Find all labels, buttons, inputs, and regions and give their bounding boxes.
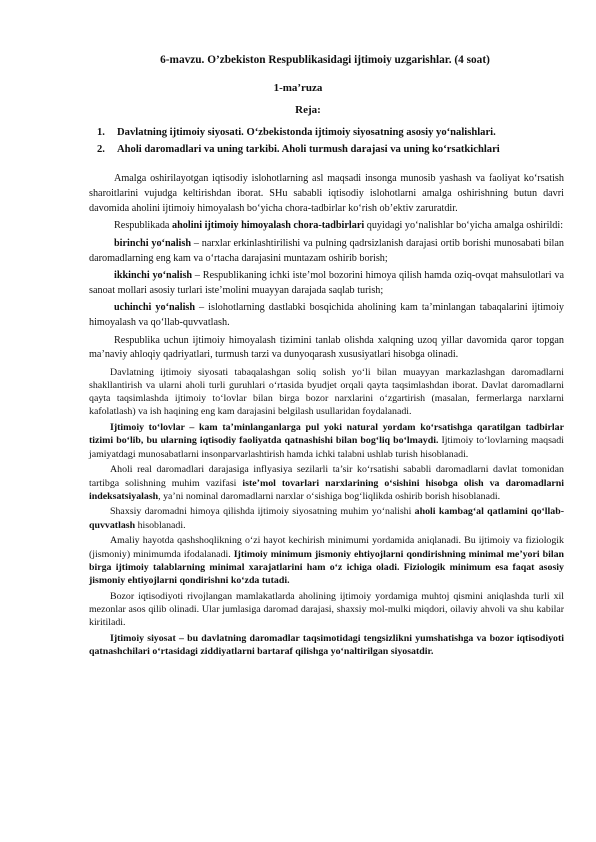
paragraph: Davlatning ijtimoiy siyosati tabaqalashgan soliq solish yo‘li bilan muayyan markazlashgan daromadlarni shakllantirish va ularni aholi turli guruhlari o‘rtasida byudjet orqali qayta taqsimlashdan iborat. Davlat daromadlarni qayta taqsimlashda ijtimoiy to‘lovlar bilan birga bozor narxlarini o‘zgartirish (masalan, fermerlarga narxlarni kafolatlash) va ish haqining eng kam darajasini belgilash usullaridan foydalanadi.	[89, 366, 564, 418]
paragraph	[89, 505, 564, 531]
paragraph	[89, 463, 564, 503]
text-run: – islohotlarning dastlabki bosqichida aholining kam ta’minlangan tabaqalarini ijtimoiy himoyalash va qo‘llab-quvvatlash.	[89, 302, 564, 329]
paragraph: Ijtimoiy siyosat – bu davlatning daromadlar taqsimotidagi tengsizlikni yumshatishga va bozor iqtisodiyoti qatnashchilari o‘rtasidagi ziddiyatlarni bartaraf qilishga yo‘naltirilgan siyosatdir.	[89, 632, 564, 657]
plan-item-text: Aholi daromadlari va uning tarkibi. Aholi turmush darajasi va uning ko‘rsatkichlari	[117, 144, 500, 155]
paragraph: Respublika uchun ijtimoiy himoyalash tizimini tanlab olishda xalqning uzoq yillar davomida qaror topgan ma’naviy ahloqiy qadriyatlari, turmush tarzi va dunyoqarash xususiyatlari hisobga olinadi.	[89, 334, 564, 361]
plan-item-text: Davlatning ijtimoiy siyosati. O‘zbekistonda ijtimoiy siyosatning asosiy yo‘nalishlari.	[117, 127, 496, 138]
text-run: quyidagi yo‘nalishlar bo‘yicha amalga oshirildi:	[364, 220, 564, 232]
text-run: Aholi real daromadlari darajasiga inflyasiya sezilarli ta’sir ko‘rsatishi sababli daromadlarni davlat tomonidan tartibga solishning muhim vazifasi	[89, 464, 564, 489]
bold-text: aholi kambag‘al qatlamini qo‘llab-quvvatlash	[89, 506, 564, 531]
paragraph	[89, 237, 564, 267]
paragraph: Bozor iqtisodiyoti rivojlangan mamlakatlarda aholining ijtimoiy yordamiga muhtoj qismini aniqlashda turli xil mezonlar asos qilib olinadi. Ular jumlasiga daromad darajasi, shaxsiy mol-mulki miqdori, oilaviy ahvoli va shu kabilar kiritiladi.	[89, 590, 564, 629]
paragraph	[89, 421, 564, 461]
plan-item-number: 2.	[97, 144, 105, 155]
bold-text: ikkinchi yo‘nalish	[114, 269, 193, 281]
text-run: Respublikada	[114, 220, 173, 232]
text-run: hisoblanadi.	[135, 519, 186, 531]
text-run: – narxlar erkinlashtirilishi va pulning qadrsizlanish darajasi ortib borishi munosabati bilan daromadlarning eng kam va o‘rtacha darajasini muntazam oshirib borish;	[89, 237, 564, 264]
page-title: 6-mavzu. O’zbekiston Respublikasidagi ijtimoiy uzgarishlar. (4 soat)	[160, 54, 490, 66]
text-run: – Respublikaning ichki iste’mol bozorini himoya qilish hamda oziq-ovqat mahsulotlari va sanoat mollari asosiy turlari iste’molini muayyan darajada saqlab turish;	[89, 269, 565, 296]
bold-text: iste’mol tovarlari narxlarining o‘sishini hisobga olish va daromadlarni indeksatsiyalash	[89, 477, 565, 502]
bold-text: birinchi yo‘nalish	[114, 237, 192, 249]
text-run: Amaliy hayotda qashshoqlikning o‘zi hayot kechirish minimumi yordamida aniqlanadi. Bu ijtimoiy va fiziologik (jismoniy) minimumda ifodalanadi.	[89, 535, 564, 560]
bold-text: aholini ijtimoiy himoyalash chora-tadbirlari	[172, 220, 365, 232]
plan-item	[97, 141, 500, 158]
paragraph: Amalga oshirilayotgan iqtisodiy islohotlarning asl maqsadi insonga munosib yashash va faoliyat ko‘rsatish sharoitlarini vujudga keltirishdan iborat. SHu sababli iqtisodiy islohotlarni amalga oshirishning butun davri davomida aholini ijtimoiy himoyalash bo‘yicha chora-tadbirlar ko‘rish ob’ektiv zaruratdir.	[89, 173, 564, 214]
plan-list	[97, 124, 500, 158]
text-run: , ya’ni nominal daromadlarni narxlar o‘sishiga bog‘liqlikda oshirib borish hisoblanadi.	[158, 490, 501, 502]
bold-text: uchinchi yo‘nalish	[114, 302, 196, 314]
paragraph	[89, 534, 564, 587]
paragraph	[89, 301, 564, 331]
plan-item-number: 1.	[97, 127, 105, 138]
plan-heading: Reja:	[295, 104, 321, 116]
document-body	[89, 172, 564, 661]
paragraph	[89, 269, 564, 299]
bold-text: Ijtimoiy minimum jismoniy ehtiyojlarni qondirishning minimal me’yori bilan birga ijtimoiy talablarning minimal xarajatlarini ham o‘z ichiga oladi. Fiziologik minimum esa faqat asosiy jismoniy ehtiyojlarni qondirishni ko‘zda tutadi.	[89, 548, 564, 586]
text-run: Ijtimoiy to‘lovlarning maqsadi jamiyatdagi munosabatlarni insonparvarlashtirish hamda ichki talabni ushlab turish hisoblanadi.	[89, 435, 564, 460]
paragraph	[89, 219, 564, 234]
text-run: Shaxsiy daromadni himoya qilishda ijtimoiy siyosatning muhim yo‘nalishi	[110, 506, 415, 518]
bold-text: Ijtimoiy to‘lovlar – kam ta’minlanganlarga pul yoki natural yordam ko‘rsatishga qaratilgan tadbirlar tizimi bo‘lib, bu ularning iqtisodiy faoliyatda qatnashishi bilan bog‘liq bo‘lmaydi.	[89, 422, 564, 447]
lecture-label: 1-ma’ruza	[273, 82, 323, 94]
plan-item	[97, 124, 500, 141]
